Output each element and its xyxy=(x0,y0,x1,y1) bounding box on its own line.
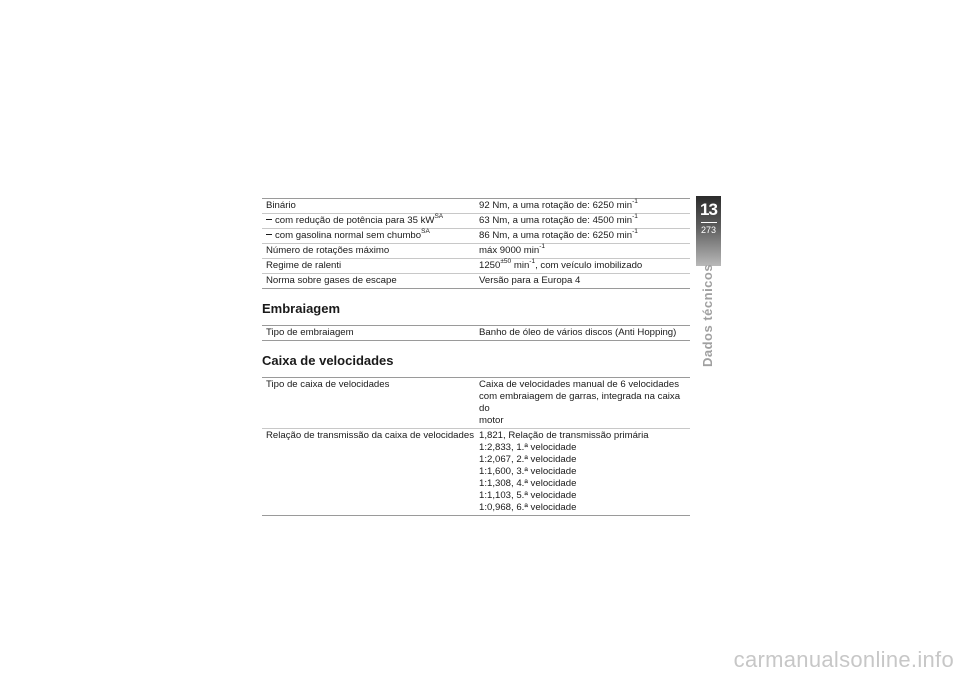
table-row xyxy=(262,229,690,244)
spec-content xyxy=(262,198,690,516)
section-heading-gearbox: Caixa de velocidades xyxy=(262,353,394,368)
spec-value: 92 Nm, a uma rotação de: 6250 $\min^{-1}$ xyxy=(475,199,690,214)
chapter-number: 13 xyxy=(700,200,717,219)
section-heading-clutch: Embraiagem xyxy=(262,301,341,316)
divider xyxy=(701,222,717,223)
spec-value: máx 9000 $\min^{-1}$ xyxy=(475,244,690,259)
table-row xyxy=(262,429,690,516)
spec-label: com redução de potência para 35 $kW^{SA}$ xyxy=(262,214,475,229)
table-row xyxy=(262,214,690,229)
watermark: carmanualsonline.info xyxy=(733,647,954,672)
dash-icon xyxy=(266,234,272,236)
table-row xyxy=(262,244,690,259)
dash-icon xyxy=(266,219,272,221)
engine-spec-table xyxy=(262,198,690,289)
gearbox-spec-table xyxy=(262,377,690,516)
spec-label: Relação de transmissão da caixa de velocidades xyxy=(262,429,475,516)
spec-value: 63 Nm, a uma rotação de: 4500 $\min^{-1}$ xyxy=(475,214,690,229)
spec-label: Tipo de caixa de velocidades xyxy=(262,378,475,429)
clutch-spec-table xyxy=(262,325,690,341)
spec-value: Versão para a Europa 4 xyxy=(475,274,690,289)
spec-value: Caixa de velocidades manual de 6 velocidades com embraiagem de garras, integrada na caixa do motor xyxy=(475,378,690,429)
chapter-side-title: Dados técnicos xyxy=(700,263,715,367)
spec-label: Binário xyxy=(262,199,475,214)
table-row xyxy=(262,326,690,341)
table-row xyxy=(262,199,690,214)
page-number: 273 xyxy=(700,225,717,235)
table-row xyxy=(262,259,690,274)
spec-value: 1,821, Relação de transmissão primária 1:2,833, 1.ª velocidade 1:2,067, 2.ª velocidade 1:1,600, 3.ª velocidade 1:1,308, 4.ª velocidade 1:1,103, 5.ª velocidade 1:0,968, 6.ª velocidade xyxy=(475,429,690,516)
spec-label: com gasolina normal sem chumbo$^{SA}$ xyxy=(262,229,475,244)
spec-value: $1250^{\pm 50}$ $\min^{-1}$, com veículo imobilizado xyxy=(475,259,690,274)
spec-label: Norma sobre gases de escape xyxy=(262,274,475,289)
chapter-tab xyxy=(696,196,721,266)
spec-label: Tipo de embraiagem xyxy=(262,326,475,341)
spec-label: Número de rotações máximo xyxy=(262,244,475,259)
table-row xyxy=(262,274,690,289)
spec-label: Regime de ralenti xyxy=(262,259,475,274)
spec-value: 86 Nm, a uma rotação de: 6250 $\min^{-1}$ xyxy=(475,229,690,244)
spec-value: Banho de óleo de vários discos (Anti Hopping) xyxy=(475,326,690,341)
table-row xyxy=(262,378,690,429)
